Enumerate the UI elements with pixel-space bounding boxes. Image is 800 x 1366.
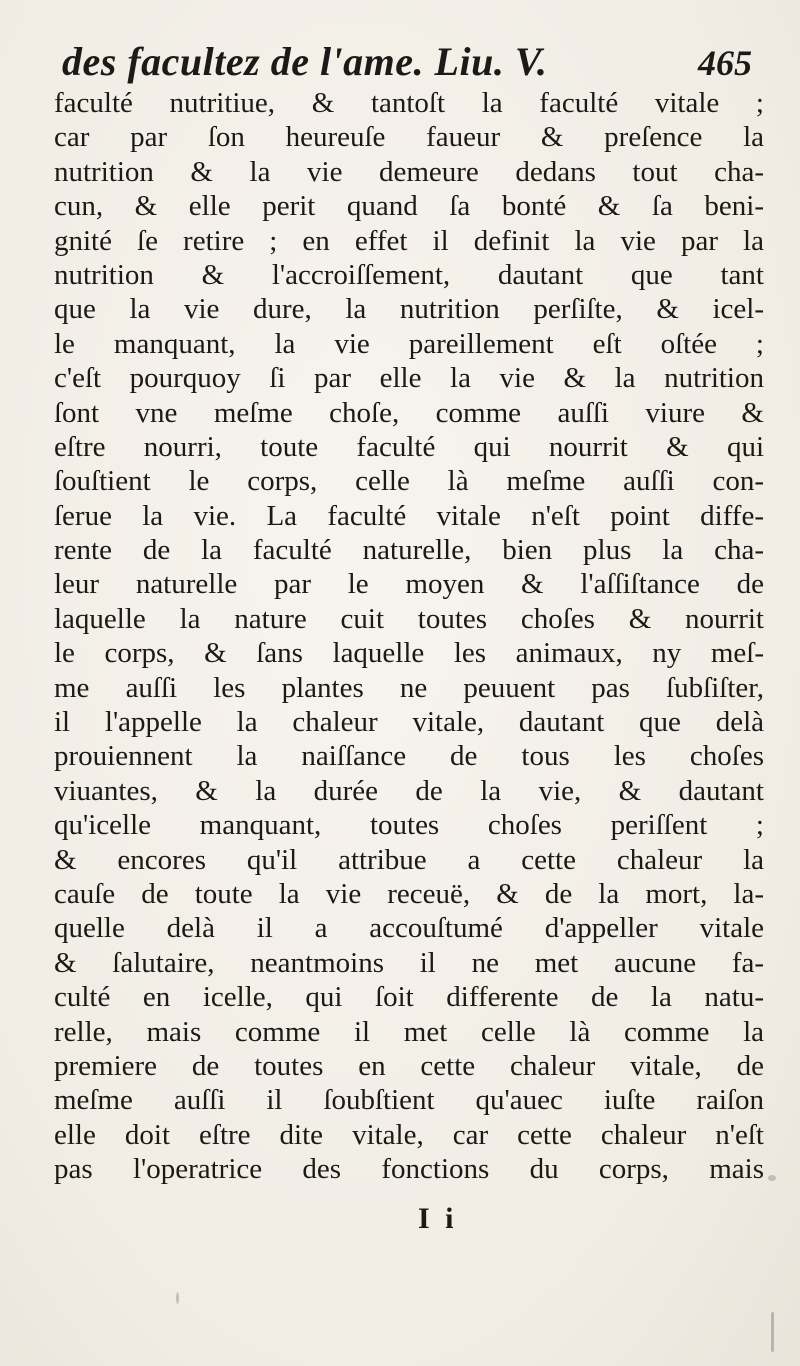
ink-speck <box>176 1292 179 1304</box>
text-line: relle, mais comme il met celle là comme la <box>54 1015 764 1048</box>
text-line: le manquant, la vie pareillement eſt oſtée ; <box>54 327 764 360</box>
text-line: quelle delà il a accouſtumé d'appeller vitale <box>54 912 764 945</box>
text-line: culté en icelle, qui ſoit differente de la natu- <box>54 981 764 1014</box>
signature-mark: I i <box>418 1202 458 1235</box>
text-line: rente de la faculté naturelle, bien plus la cha- <box>54 534 764 567</box>
text-line: pas l'operatrice des fonctions du corps, mais <box>54 1153 764 1186</box>
text-line: car par ſon heureuſe faueur & preſence la <box>54 121 764 154</box>
text-line: ſont vne meſme choſe, comme auſſi viure & <box>54 396 764 429</box>
text-line: & encores qu'il attribue a cette chaleur la <box>54 843 764 876</box>
text-line: laquelle la nature cuit toutes choſes & nourrit <box>54 602 764 635</box>
text-line: nutrition & la vie demeure dedans tout cha- <box>54 155 764 188</box>
text-line: cun, & elle perit quand ſa bonté & ſa beni- <box>54 190 764 223</box>
text-line: il l'appelle la chaleur vitale, dautant que delà <box>54 706 764 739</box>
text-line: elle doit eſtre dite vitale, car cette chaleur n'eſt <box>54 1118 764 1151</box>
text-line: meſme auſſi il ſoubſtient qu'auec iuſte raiſon <box>54 1084 764 1117</box>
text-line: viuantes, & la durée de la vie, & dautant <box>54 774 764 807</box>
page-number: 465 <box>698 43 752 83</box>
text-line: ſerue la vie. La faculté vitale n'eſt point diffe- <box>54 499 764 532</box>
body-text <box>54 86 764 1187</box>
text-line: c'eſt pourquoy ſi par elle la vie & la nutrition <box>54 362 764 395</box>
text-line: nutrition & l'accroiſſement, dautant que tant <box>54 258 764 291</box>
text-line: qu'icelle manquant, toutes choſes periſſent ; <box>54 809 764 842</box>
ink-speck <box>768 1175 776 1181</box>
ink-speck <box>771 1312 774 1352</box>
text-line: leur naturelle par le moyen & l'aſſiſtance de <box>54 568 764 601</box>
text-line: & ſalutaire, neantmoins il ne met aucune fa- <box>54 946 764 979</box>
running-title: des facultez de l'ame. Liu. V. <box>62 39 548 84</box>
text-line: faculté nutritiue, & tantoſt la faculté vitale ; <box>54 87 764 119</box>
text-line: ſouſtient le corps, celle là meſme auſſi con- <box>54 465 764 498</box>
text-line: prouiennent la naiſſance de tous les choſes <box>54 740 764 773</box>
text-line: me auſſi les plantes ne peuuent pas ſubſiſter, <box>54 671 764 704</box>
text-line: eſtre nourri, toute faculté qui nourrit & qui <box>54 430 764 463</box>
text-line: gnité ſe retire ; en effet il definit la vie par la <box>54 224 764 257</box>
text-line: premiere de toutes en cette chaleur vitale, de <box>54 1049 764 1082</box>
text-line: le corps, & ſans laquelle les animaux, ny meſ- <box>54 637 764 670</box>
text-line: cauſe de toute la vie receuë, & de la mort, la- <box>54 877 764 910</box>
text-line: que la vie dure, la nutrition perſiſte, & icel- <box>54 293 764 326</box>
page-header <box>62 30 752 90</box>
